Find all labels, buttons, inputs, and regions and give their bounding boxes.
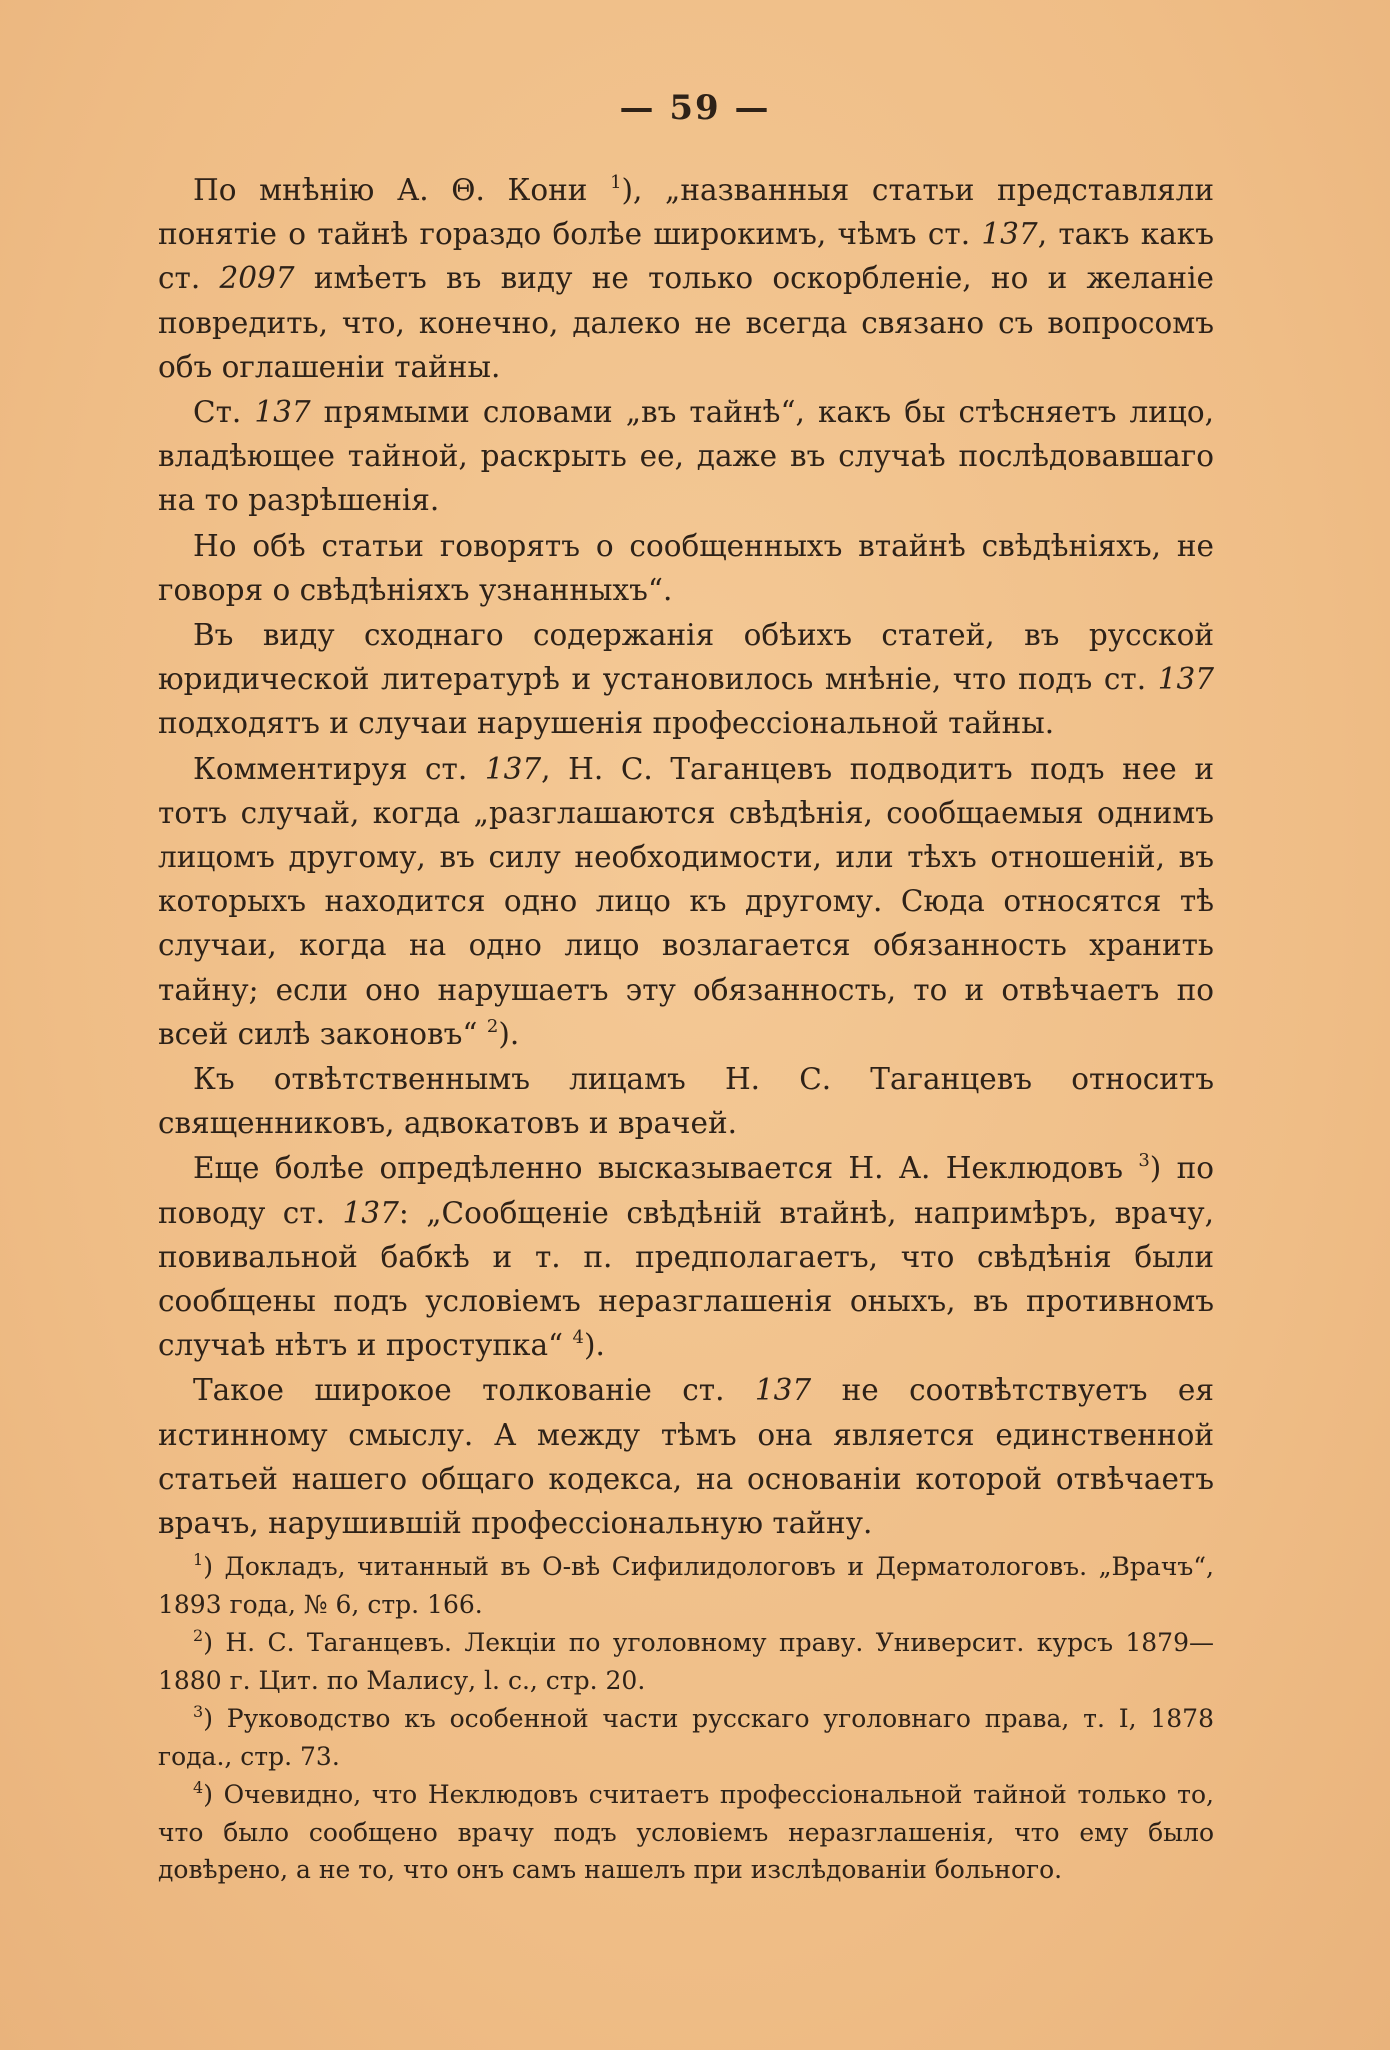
footnote-3 bbox=[158, 1700, 1214, 1775]
footnote-reference: 1 bbox=[610, 172, 622, 193]
footnote-mark: 1 bbox=[193, 1550, 204, 1569]
text-run: имѣетъ въ виду не только оскорбленіе, но и желаніе повредить, что, конечно, далеко не всегда связано съ вопросомъ объ оглашеніи тайны. bbox=[158, 261, 1214, 384]
paragraph-p4 bbox=[158, 613, 1214, 746]
text-run: ) по поводу ст. bbox=[158, 1151, 1215, 1230]
footnote-text: ) Очевидно, что Неклюдовъ считаетъ профессіональной тайной только то, что было сообщено врачу подъ условіемъ неразглашенія, что ему было довѣрено, а не то, что онъ самъ нашелъ при изслѣдованіи больного. bbox=[158, 1780, 1214, 1884]
text-run: Еще болѣе опредѣленно высказывается Н. А. Неклюдовъ bbox=[193, 1151, 1139, 1186]
footnote-text: ) Докладъ, читанный въ О-вѣ Сифилидологовъ и Дерматологовъ. „Врачъ“, 1893 года, № 6, стр. 166. bbox=[158, 1552, 1214, 1619]
paragraph-p6 bbox=[158, 1057, 1214, 1145]
text-run: Въ виду сходнаго содержанія обѣихъ статей, въ русской юридической литературѣ и установилось мнѣніе, что подъ ст. bbox=[158, 618, 1214, 697]
paragraph-p1 bbox=[158, 168, 1214, 389]
footnote-reference: 2 bbox=[486, 1015, 499, 1037]
footnote-text: ) Н. С. Таганцевъ. Лекціи по уголовному праву. Университ. курсъ 1879—1880 г. Цит. по Малису, l. c., стр. 20. bbox=[158, 1628, 1214, 1695]
article-number: 2097 bbox=[219, 261, 295, 296]
paragraph-p3 bbox=[158, 524, 1214, 612]
text-run: Такое широкое толкованіе ст. bbox=[193, 1373, 755, 1408]
text-run: Но обѣ статьи говорятъ о сообщенныхъ втайнѣ свѣдѣніяхъ, не говоря о свѣдѣніяхъ узнанныхъ“. bbox=[158, 528, 1214, 607]
article-number: 137 bbox=[342, 1195, 399, 1230]
footnote-mark: 2 bbox=[193, 1626, 204, 1645]
article-number: 137 bbox=[254, 395, 311, 430]
text-run: Ст. bbox=[193, 395, 255, 430]
paragraph-p7 bbox=[158, 1146, 1214, 1367]
text-run: ). bbox=[498, 1016, 520, 1051]
paragraph-p8 bbox=[158, 1368, 1214, 1545]
text-run: не соотвѣтствуетъ ея истинному смыслу. А между тѣмъ она является единственной статьей нашего общаго кодекса, на основаніи которой отвѣчаетъ врачъ, нарушившій профессіональную тайну. bbox=[158, 1373, 1214, 1541]
footnote-mark: 4 bbox=[193, 1778, 204, 1797]
footnote-mark: 3 bbox=[193, 1702, 204, 1721]
page-number: — 59 — bbox=[619, 88, 771, 128]
text-run: , Н. С. Таганцевъ подводитъ подъ нее и тотъ случай, когда „разглашаются свѣдѣнія, сообщаемыя однимъ лицомъ другому, въ силу необходимости, или тѣхъ отношеній, въ которыхъ находится одно лицо къ другому. Сюда относятся тѣ случаи, когда на одно лицо возлагается обязанность хранить тайну; если оно нарушаетъ эту обязанность, то и отвѣчаетъ по всей силѣ законовъ“ bbox=[158, 751, 1214, 1051]
article-number: 137 bbox=[754, 1373, 812, 1408]
paragraph-p2 bbox=[158, 390, 1214, 523]
text-run: Комментируя ст. bbox=[193, 751, 485, 786]
footnote-text: ) Руководство къ особенной части русскаго уголовнаго права, т. I, 1878 года., стр. 73. bbox=[158, 1704, 1214, 1771]
article-number: 137 bbox=[484, 751, 542, 786]
main-text bbox=[158, 168, 1214, 1545]
text-run: , такъ какъ ст. bbox=[158, 217, 1214, 296]
footnote-4 bbox=[158, 1776, 1214, 1889]
footnotes bbox=[158, 1548, 1214, 1890]
text-run: ). bbox=[583, 1328, 605, 1363]
article-number: 137 bbox=[981, 217, 1038, 252]
text-run: ), „названныя статьи представляли понятіе о тайнѣ гораздо болѣе широкимъ, чѣмъ ст. bbox=[158, 173, 1215, 252]
text-run: подходятъ и случаи нарушенія профессіональной тайны. bbox=[158, 706, 1055, 741]
text-run: : „Сообщеніе свѣдѣній втайнѣ, напримѣръ, врачу, повивальной бабкѣ и т. п. предполагаетъ, что свѣдѣнія были сообщены подъ условіемъ неразглашенія оныхъ, въ противномъ случаѣ нѣтъ и проступка“ bbox=[158, 1195, 1215, 1363]
text-run: По мнѣнію А. Θ. Кони bbox=[193, 173, 611, 207]
paragraph-p5 bbox=[158, 747, 1214, 1056]
text-run: Къ отвѣтственнымъ лицамъ Н. С. Таганцевъ относитъ священниковъ, адвокатовъ и врачей. bbox=[158, 1062, 1214, 1141]
footnote-2 bbox=[158, 1624, 1214, 1699]
article-number: 137 bbox=[1157, 662, 1214, 697]
footnote-reference: 4 bbox=[572, 1327, 584, 1349]
footnote-1 bbox=[158, 1548, 1214, 1623]
text-run: прямыми словами „въ тайнѣ“, какъ бы стѣсняетъ лицо, владѣющее тайной, раскрыть ее, даже въ случаѣ послѣдовавшаго на то разрѣшенія. bbox=[158, 395, 1214, 518]
footnote-reference: 3 bbox=[1138, 1150, 1150, 1172]
